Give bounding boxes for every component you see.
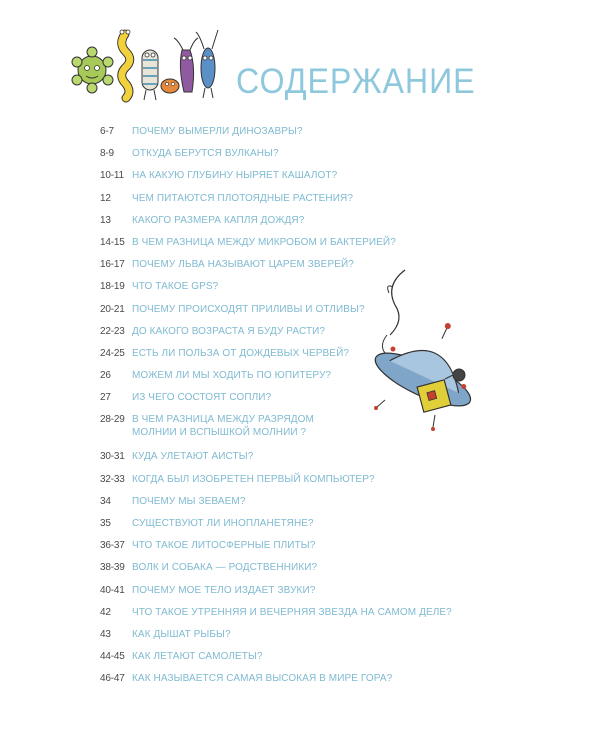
page-number: 36-37 xyxy=(100,540,125,552)
green-germ-icon xyxy=(72,47,113,93)
entry-title: ПОЧЕМУ ЛЬВА НАЗЫВАЮТ ЦАРЕМ ЗВЕРЕЙ? xyxy=(132,259,354,271)
entry-title: ДО КАКОГО ВОЗРАСТА Я БУДУ РАСТИ? xyxy=(132,325,326,337)
entry-title: КУДА УЛЕТАЮТ АИСТЫ? xyxy=(132,451,254,463)
toc-entry[interactable] xyxy=(100,539,520,561)
entry-title: ЧЕМ ПИТАЮТСЯ ПЛОТОЯДНЫЕ РАСТЕНИЯ? xyxy=(132,192,354,204)
entry-title: ЧТО ТАКОЕ ЛИТОСФЕРНЫЕ ПЛИТЫ? xyxy=(132,540,316,552)
toc-entry[interactable] xyxy=(100,628,520,650)
toc-entry[interactable] xyxy=(100,517,520,539)
page-title: СОДЕРЖАНИЕ xyxy=(236,62,476,101)
page-number: 42 xyxy=(100,606,111,618)
page-number: 14-15 xyxy=(100,236,125,248)
toc-entry[interactable] xyxy=(100,650,520,672)
entry-title: МОЖЕМ ЛИ МЫ ХОДИТЬ ПО ЮПИТЕРУ? xyxy=(132,370,332,382)
page-number: 24-25 xyxy=(100,347,125,359)
yellow-germ-icon xyxy=(120,30,130,98)
page-number: 32-33 xyxy=(100,473,125,485)
blue-germ-icon xyxy=(196,30,218,98)
toc-entry[interactable] xyxy=(100,672,520,694)
page-number: 22-23 xyxy=(100,325,125,337)
page-number: 34 xyxy=(100,495,111,507)
page-number: 30-31 xyxy=(100,451,125,463)
entry-title: НА КАКУЮ ГЛУБИНУ НЫРЯЕТ КАШАЛОТ? xyxy=(132,170,338,182)
page-number: 20-21 xyxy=(100,303,125,315)
entry-title: КАК ДЫШАТ РЫБЫ? xyxy=(132,628,231,640)
entry-title: ЧТО ТАКОЕ GPS? xyxy=(132,281,219,293)
entry-title: КОГДА БЫЛ ИЗОБРЕТЕН ПЕРВЫЙ КОМПЬЮТЕР? xyxy=(132,473,375,485)
toc-entry[interactable] xyxy=(100,214,520,236)
entry-title: ОТКУДА БЕРУТСЯ ВУЛКАНЫ? xyxy=(132,148,279,160)
toc-entry[interactable] xyxy=(100,450,520,472)
page-number: 26 xyxy=(100,370,111,382)
entry-title: ПОЧЕМУ МЫ ЗЕВАЕМ? xyxy=(132,495,246,507)
entry-title: КАК НАЗЫВАЕТСЯ САМАЯ ВЫСОКАЯ В МИРЕ ГОРА? xyxy=(132,673,393,685)
page-number: 28-29 xyxy=(100,414,125,426)
page-number: 13 xyxy=(100,214,111,226)
entry-title: В ЧЕМ РАЗНИЦА МЕЖДУ РАЗРЯДОМ МОЛНИИ И ВСПЫШКОЙ МОЛНИИ ? xyxy=(132,414,314,439)
entry-title: КАКОГО РАЗМЕРА КАПЛЯ ДОЖДЯ? xyxy=(132,214,305,226)
page-number: 43 xyxy=(100,628,111,640)
page-number: 35 xyxy=(100,518,111,529)
toc-entry[interactable] xyxy=(100,236,520,258)
toc-entry[interactable] xyxy=(100,561,520,583)
entry-title: ЧТО ТАКОЕ УТРЕННЯЯ И ВЕЧЕРНЯЯ ЗВЕЗДА НА САМОМ ДЕЛЕ? xyxy=(132,606,452,618)
toc-entry[interactable] xyxy=(100,584,520,606)
page-number: 27 xyxy=(100,392,111,404)
page-number: 6-7 xyxy=(100,126,114,137)
page-number: 44-45 xyxy=(100,651,125,663)
page-number: 18-19 xyxy=(100,281,125,293)
toc-entry[interactable] xyxy=(100,147,520,169)
entry-title: ИЗ ЧЕГО СОСТОЯТ СОПЛИ? xyxy=(132,392,272,404)
orange-germ-icon xyxy=(161,79,179,93)
page-number: 8-9 xyxy=(100,148,114,160)
ufo-illustration xyxy=(365,265,490,445)
page-number: 16-17 xyxy=(100,259,125,271)
page-number: 38-39 xyxy=(100,562,125,574)
entry-title: СУЩЕСТВУЮТ ЛИ ИНОПЛАНЕТЯНЕ? xyxy=(132,518,314,529)
page-number: 12 xyxy=(100,192,111,204)
entry-title: ЕСТЬ ЛИ ПОЛЬЗА ОТ ДОЖДЕВЫХ ЧЕРВЕЙ? xyxy=(132,347,350,359)
germs-illustration xyxy=(70,22,220,106)
entry-title: ПОЧЕМУ МОЕ ТЕЛО ИЗДАЕТ ЗВУКИ? xyxy=(132,584,316,596)
toc-entry[interactable] xyxy=(100,495,520,517)
entry-title: ВОЛК И СОБАКА — РОДСТВЕННИКИ? xyxy=(132,562,318,574)
page-number: 46-47 xyxy=(100,673,125,685)
toc-entry[interactable] xyxy=(100,606,520,628)
page-number: 40-41 xyxy=(100,584,125,596)
page-number: 10-11 xyxy=(100,170,124,182)
toc-entry[interactable] xyxy=(100,125,520,147)
striped-germ-icon xyxy=(142,50,158,100)
entry-title: В ЧЕМ РАЗНИЦА МЕЖДУ МИКРОБОМ И БАКТЕРИЕЙ? xyxy=(132,236,396,248)
toc-entry[interactable] xyxy=(100,473,520,495)
entry-title: ПОЧЕМУ ВЫМЕРЛИ ДИНОЗАВРЫ? xyxy=(132,126,303,137)
toc-entry[interactable] xyxy=(100,192,520,214)
entry-title: ПОЧЕМУ ПРОИСХОДЯТ ПРИЛИВЫ И ОТЛИВЫ? xyxy=(132,303,365,315)
toc-entry[interactable] xyxy=(100,169,520,191)
entry-title: КАК ЛЕТАЮТ САМОЛЕТЫ? xyxy=(132,651,263,663)
